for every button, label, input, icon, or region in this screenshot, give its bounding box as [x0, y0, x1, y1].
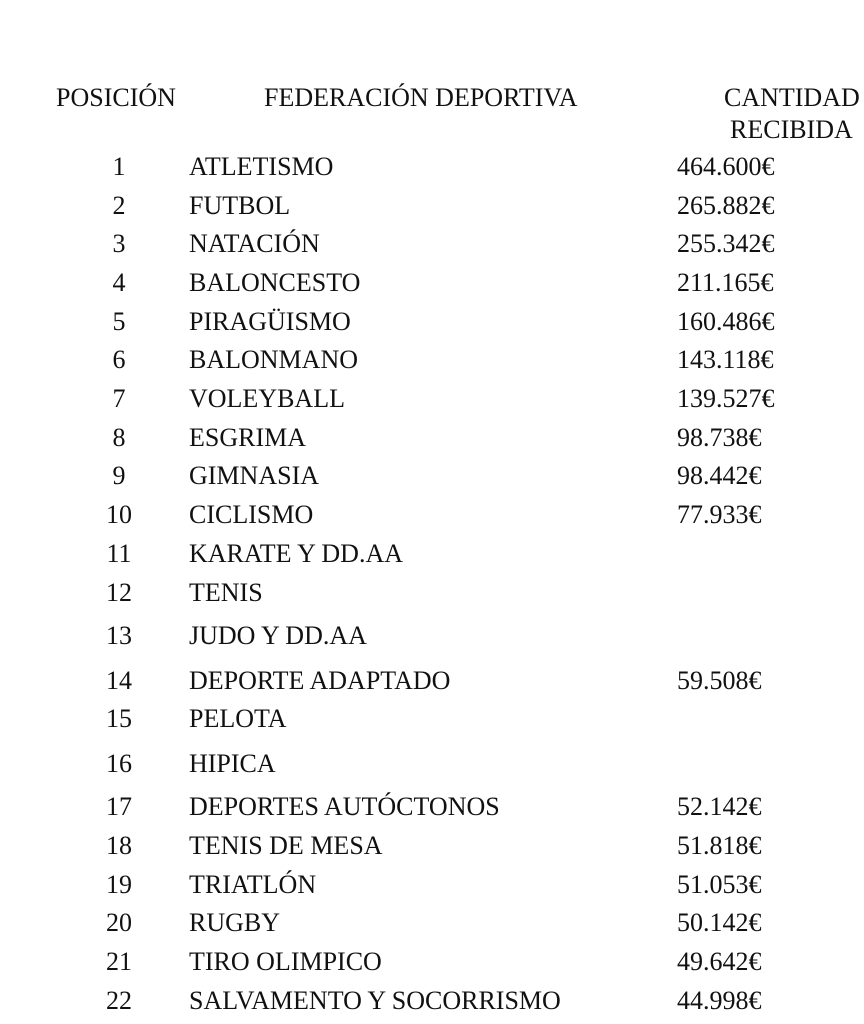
table-row [0, 748, 864, 780]
amount-cell: 51.818€ [677, 831, 762, 860]
table-row [0, 703, 864, 735]
table-row [0, 267, 864, 299]
federation-cell: SALVAMENTO Y SOCORRISMO [189, 986, 561, 1015]
federation-cell: DEPORTES AUTÓCTONOS [189, 792, 500, 821]
header-federation: FEDERACIÓN DEPORTIVA [264, 83, 578, 112]
table-row [0, 383, 864, 415]
amount-cell: 255.342€ [677, 229, 775, 258]
amount-cell: 98.442€ [677, 461, 762, 490]
position-cell: 17 [106, 792, 132, 821]
position-cell: 5 [112, 307, 126, 336]
table-row [0, 344, 864, 376]
table-row [0, 460, 864, 492]
position-cell: 22 [106, 986, 132, 1015]
position-cell: 19 [106, 870, 132, 899]
table-row [0, 499, 864, 531]
federation-cell: TENIS DE MESA [189, 831, 383, 860]
table-row [0, 665, 864, 697]
federation-cell: CICLISMO [189, 500, 314, 529]
table-row [0, 228, 864, 260]
amount-cell: 52.142€ [677, 792, 762, 821]
header-position: POSICIÓN [56, 83, 176, 112]
federation-cell: ATLETISMO [189, 152, 334, 181]
table-row [0, 190, 864, 222]
table-row [0, 791, 864, 823]
table-row [0, 620, 864, 652]
position-cell: 3 [112, 229, 126, 258]
amount-cell: 265.882€ [677, 191, 775, 220]
position-cell: 4 [112, 268, 126, 297]
federation-cell: FUTBOL [189, 191, 291, 220]
federation-cell: PELOTA [189, 704, 287, 733]
federation-cell: DEPORTE ADAPTADO [189, 666, 451, 695]
federation-cell: ESGRIMA [189, 423, 307, 452]
position-cell: 8 [112, 423, 126, 452]
position-cell: 6 [112, 345, 126, 374]
table-row [0, 869, 864, 901]
table-row [0, 422, 864, 454]
position-cell: 11 [106, 539, 132, 568]
amount-cell: 50.142€ [677, 908, 762, 937]
header-amount-line2: RECIBIDA [730, 115, 853, 144]
position-cell: 13 [106, 621, 132, 650]
federation-cell: HIPICA [189, 749, 276, 778]
table-row [0, 151, 864, 183]
amount-cell: 44.998€ [677, 986, 762, 1015]
table-row [0, 985, 864, 1017]
table-row [0, 577, 864, 609]
amount-cell: 59.508€ [677, 666, 762, 695]
position-cell: 16 [106, 749, 132, 778]
position-cell: 1 [112, 152, 126, 181]
federation-cell: TRIATLÓN [189, 870, 317, 899]
amount-cell: 211.165€ [677, 268, 774, 297]
position-cell: 14 [106, 666, 132, 695]
amount-cell: 160.486€ [677, 307, 775, 336]
table-row [0, 830, 864, 862]
position-cell: 12 [106, 578, 132, 607]
position-cell: 10 [106, 500, 132, 529]
federation-cell: BALONMANO [189, 345, 358, 374]
amount-cell: 139.527€ [677, 384, 775, 413]
amount-cell: 464.600€ [677, 152, 775, 181]
position-cell: 18 [106, 831, 132, 860]
table-row [0, 306, 864, 338]
position-cell: 21 [106, 947, 132, 976]
position-cell: 2 [112, 191, 126, 220]
federation-cell: PIRAGÜISMO [189, 307, 351, 336]
federation-cell: GIMNASIA [189, 461, 319, 490]
federation-cell: KARATE Y DD.AA [189, 539, 404, 568]
header-amount-line1: CANTIDAD [724, 83, 860, 112]
amount-cell: 49.642€ [677, 947, 762, 976]
federation-cell: BALONCESTO [189, 268, 361, 297]
amount-cell: 143.118€ [677, 345, 774, 374]
amount-cell: 51.053€ [677, 870, 762, 899]
position-cell: 20 [106, 908, 132, 937]
federation-cell: TIRO OLIMPICO [189, 947, 382, 976]
amount-cell: 77.933€ [677, 500, 762, 529]
position-cell: 9 [112, 461, 126, 490]
federation-cell: NATACIÓN [189, 229, 320, 258]
table-row [0, 946, 864, 978]
amount-cell: 98.738€ [677, 423, 762, 452]
position-cell: 15 [106, 704, 132, 733]
position-cell: 7 [112, 384, 126, 413]
federation-cell: JUDO Y DD.AA [189, 621, 367, 650]
table-row [0, 538, 864, 570]
federation-cell: TENIS [189, 578, 263, 607]
federation-cell: VOLEYBALL [189, 384, 345, 413]
federation-cell: RUGBY [189, 908, 281, 937]
table-row [0, 907, 864, 939]
